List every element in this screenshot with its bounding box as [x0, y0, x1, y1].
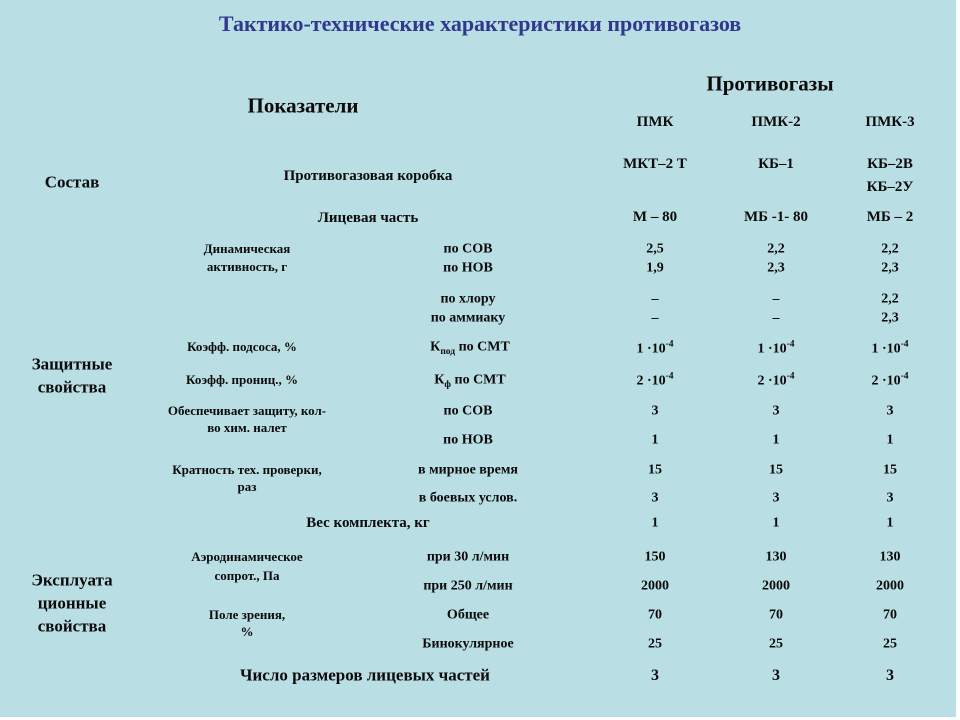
- cell-chlorine-pmk3: 2,2: [881, 291, 899, 307]
- cell-protection-sov-pmk3: 3: [886, 403, 894, 419]
- cond-sov: по СОВ: [443, 241, 493, 257]
- cell-permeability-pmk2: $2 \cdot 10^{-4}$: [757, 371, 795, 389]
- cell-combat-pmk: 3: [651, 490, 659, 506]
- cell-permeability-pmk: $2 \cdot 10^{-4}$: [636, 371, 674, 389]
- cell-binocular-pmk3: 25: [883, 636, 897, 652]
- row-label-field-of-view-line2: %: [240, 623, 254, 639]
- cell-face-sizes-pmk3: 3: [886, 667, 894, 685]
- row-label-suction-coeff: Коэфф. подсоса, %: [187, 338, 297, 354]
- cell-peacetime-pmk2: 15: [769, 462, 783, 478]
- cell-suction-pmk: $1 \cdot 10^{-4}$: [636, 339, 674, 357]
- cell-combat-pmk3: 3: [886, 490, 894, 506]
- slide-right-edge: [956, 0, 960, 720]
- row-label-permeability-coeff: Коэфф. прониц., %: [186, 371, 298, 387]
- cond-combat: в боевых услов.: [418, 490, 518, 506]
- cell-sov-pmk2: 2,2: [767, 241, 785, 257]
- row-label-dynamic-activity-line1: Динамическая: [203, 240, 291, 256]
- section-label-protective-line1: Защитные: [31, 354, 113, 374]
- cell-nov-pmk2: 2,3: [767, 260, 785, 276]
- cell-sov-pmk3: 2,2: [881, 241, 899, 257]
- cell-ammonia-pmk: –: [651, 310, 659, 326]
- column-header-pmk: ПМК: [636, 113, 674, 130]
- cell-suction-pmk3: $1 \cdot 10^{-4}$: [871, 339, 909, 357]
- row-label-protection-line2: во хим. налет: [207, 419, 287, 435]
- cell-chlorine-pmk2: –: [772, 291, 780, 307]
- cell-sov-pmk: 2,5: [646, 241, 664, 257]
- header-indicators: Показатели: [247, 93, 359, 118]
- cell-total-view-pmk3: 70: [883, 607, 897, 623]
- section-label-sostav: Состав: [44, 172, 100, 192]
- cell-weight-pmk: 1: [651, 515, 659, 531]
- cell-ammonia-pmk2: –: [772, 310, 780, 326]
- cell-peacetime-pmk: 15: [648, 462, 662, 478]
- cond-total-view: Общее: [446, 607, 490, 623]
- cond-protection-sov: по СОВ: [443, 403, 493, 419]
- cell-face-pmk2: МБ -1- 80: [743, 208, 809, 225]
- cell-combat-pmk2: 3: [772, 490, 780, 506]
- section-label-operational-line3: свойства: [37, 616, 107, 636]
- cond-chlorine: по хлору: [440, 291, 496, 307]
- column-header-pmk2: ПМК-2: [751, 113, 801, 130]
- section-label-operational-line2: ционные: [37, 593, 107, 613]
- cond-protection-nov: по НОВ: [443, 432, 493, 448]
- cond-250lmin: при 250 л/мин: [423, 578, 513, 594]
- cell-ammonia-pmk3: 2,3: [881, 310, 899, 326]
- cond-kf-smt: $К_ф$ по СМТ: [434, 372, 506, 391]
- row-label-check-frequency-line1: Кратность тех. проверки,: [172, 461, 322, 477]
- cell-total-view-pmk2: 70: [769, 607, 783, 623]
- row-label-gas-box: Противогазовая коробка: [283, 167, 453, 184]
- cell-box-pmk2: КБ–1: [758, 155, 794, 172]
- cell-box-pmk3-line2: КБ–2У: [866, 178, 914, 195]
- cell-weight-pmk2: 1: [772, 515, 780, 531]
- cell-chlorine-pmk: –: [651, 291, 659, 307]
- cell-face-sizes-pmk: 3: [651, 667, 659, 685]
- cell-binocular-pmk: 25: [648, 636, 662, 652]
- cell-weight-pmk3: 1: [886, 515, 894, 531]
- cell-protection-sov-pmk: 3: [651, 403, 659, 419]
- cell-permeability-pmk3: $2 \cdot 10^{-4}$: [871, 371, 909, 389]
- cond-peacetime: в мирное время: [418, 462, 518, 478]
- slide-title: Тактико-технические характеристики противогазов: [218, 11, 742, 36]
- header-group-gas-masks: Противогазы: [706, 71, 834, 96]
- cell-nov-pmk: 1,9: [646, 260, 664, 276]
- cell-protection-nov-pmk: 1: [651, 432, 659, 448]
- section-label-protective-line2: свойства: [37, 377, 107, 397]
- row-label-aero-resistance-line2: сопрот., Па: [214, 567, 280, 583]
- cell-face-pmk: М – 80: [632, 208, 678, 225]
- cell-30lmin-pmk3: 130: [879, 549, 901, 565]
- row-label-aero-resistance-line1: Аэродинамическое: [191, 548, 303, 564]
- cell-250lmin-pmk: 2000: [641, 578, 669, 594]
- cond-binocular-view: Бинокулярное: [422, 636, 514, 652]
- cond-ammonia: по аммиаку: [430, 310, 506, 326]
- row-label-face-sizes: Число размеров лицевых частей: [240, 665, 490, 685]
- column-header-pmk3: ПМК-3: [865, 113, 915, 130]
- cell-30lmin-pmk: 150: [644, 549, 666, 565]
- row-label-field-of-view-line1: Поле зрения,: [208, 606, 286, 622]
- cell-protection-nov-pmk3: 1: [886, 432, 894, 448]
- cell-total-view-pmk: 70: [648, 607, 662, 623]
- cell-binocular-pmk2: 25: [769, 636, 783, 652]
- cell-protection-sov-pmk2: 3: [772, 403, 780, 419]
- cell-peacetime-pmk3: 15: [883, 462, 897, 478]
- cell-250lmin-pmk3: 2000: [876, 578, 904, 594]
- cond-nov: по НОВ: [443, 260, 493, 276]
- cond-30lmin: при 30 л/мин: [426, 549, 510, 565]
- cond-kpod-smt: $К_{под}$ по СМТ: [430, 339, 510, 358]
- cell-box-pmk: МКТ–2 Т: [623, 155, 687, 172]
- cell-box-pmk3-line1: КБ–2В: [867, 155, 913, 172]
- section-label-operational-line1: Эксплуата: [31, 570, 113, 590]
- row-label-check-frequency-line2: раз: [237, 478, 257, 494]
- row-label-face-piece: Лицевая часть: [317, 209, 419, 226]
- cell-250lmin-pmk2: 2000: [762, 578, 790, 594]
- cell-suction-pmk2: $1 \cdot 10^{-4}$: [757, 339, 795, 357]
- cell-protection-nov-pmk2: 1: [772, 432, 780, 448]
- cell-face-sizes-pmk2: 3: [772, 667, 780, 685]
- cell-nov-pmk3: 2,3: [881, 260, 899, 276]
- row-label-dynamic-activity-line2: активность, г: [206, 258, 288, 274]
- row-label-protection-line1: Обеспечивает защиту, кол-: [167, 402, 327, 418]
- cell-face-pmk3: МБ – 2: [866, 208, 914, 225]
- cell-30lmin-pmk2: 130: [765, 549, 787, 565]
- row-label-kit-weight: Вес комплекта, кг: [306, 514, 430, 531]
